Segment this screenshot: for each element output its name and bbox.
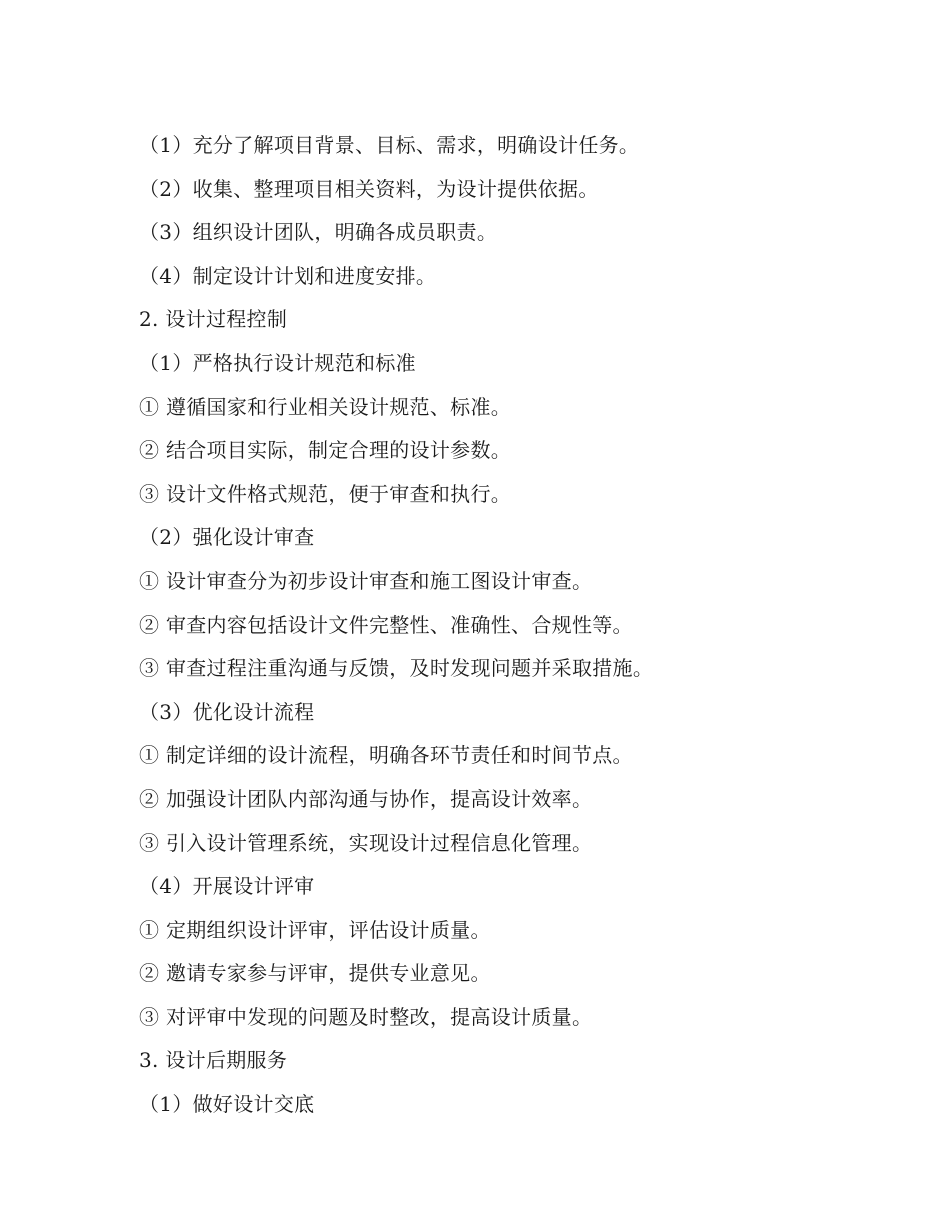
text-line: ① 设计审查分为初步设计审查和施工图设计审查。 bbox=[139, 568, 593, 593]
subsection-heading: （1）严格执行设计规范和标准 bbox=[139, 350, 416, 375]
text-line: ③ 引入设计管理系统，实现设计过程信息化管理。 bbox=[139, 830, 593, 855]
text-line: （2）收集、整理项目相关资料，为设计提供依据。 bbox=[139, 176, 599, 201]
text-line: ① 遵循国家和行业相关设计规范、标准。 bbox=[139, 394, 512, 419]
text-line: ② 加强设计团队内部沟通与协作，提高设计效率。 bbox=[139, 786, 593, 811]
section-heading: 3. 设计后期服务 bbox=[139, 1048, 288, 1073]
section-heading: 2. 设计过程控制 bbox=[139, 307, 288, 332]
text-line: ② 结合项目实际，制定合理的设计参数。 bbox=[139, 438, 512, 463]
text-line: ③ 对评审中发现的问题及时整改，提高设计质量。 bbox=[139, 1004, 593, 1029]
text-line: ③ 设计文件格式规范，便于审查和执行。 bbox=[139, 481, 512, 506]
subsection-heading: （2）强化设计审查 bbox=[139, 525, 315, 550]
text-line: （3）组织设计团队，明确各成员职责。 bbox=[139, 220, 498, 245]
subsection-heading: （3）优化设计流程 bbox=[139, 699, 315, 724]
text-line: （1）充分了解项目背景、目标、需求，明确设计任务。 bbox=[139, 133, 640, 157]
text-line: ③ 审查过程注重沟通与反馈，及时发现问题并采取措施。 bbox=[139, 656, 654, 681]
text-line: ① 定期组织设计评审，评估设计质量。 bbox=[139, 917, 491, 942]
text-line: ① 制定详细的设计流程，明确各环节责任和时间节点。 bbox=[139, 743, 633, 768]
text-line: （4）制定设计计划和进度安排。 bbox=[139, 263, 437, 288]
document-body bbox=[139, 124, 899, 1127]
text-line: ② 邀请专家参与评审，提供专业意见。 bbox=[139, 961, 491, 986]
subsection-heading: （1）做好设计交底 bbox=[139, 1092, 315, 1117]
text-line: ② 审查内容包括设计文件完整性、准确性、合规性等。 bbox=[139, 612, 633, 637]
subsection-heading: （4）开展设计评审 bbox=[139, 874, 315, 899]
